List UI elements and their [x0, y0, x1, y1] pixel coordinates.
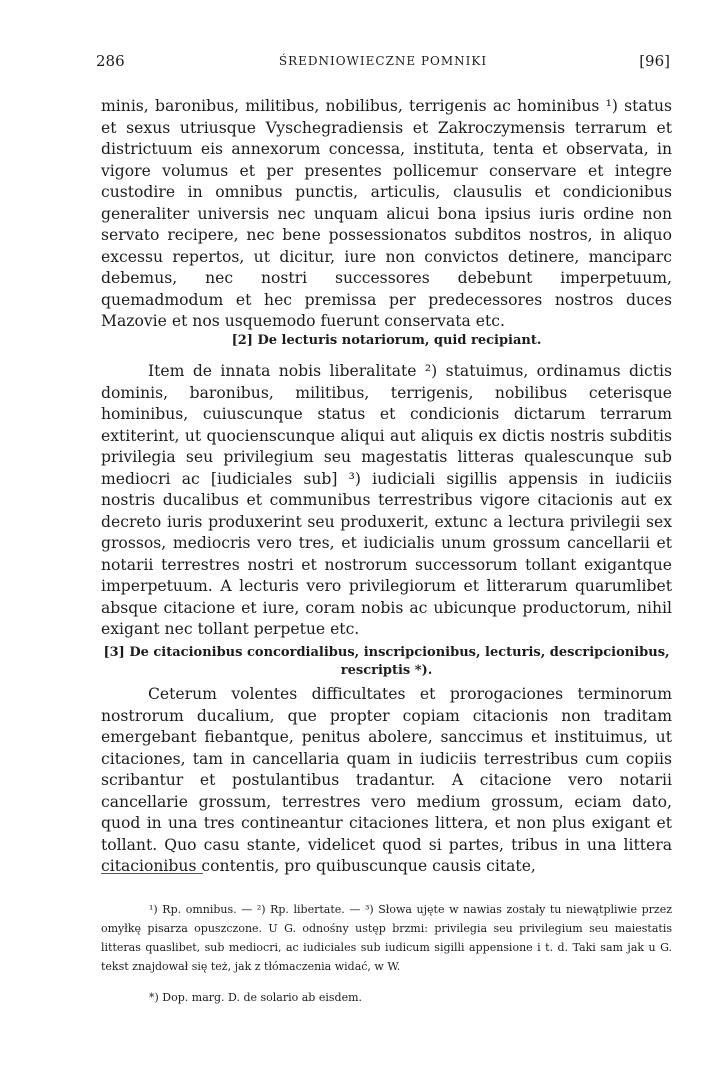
- marginal-note-text: *) Dop. marg. D. de solario ab eisdem.: [149, 991, 363, 1004]
- paragraph-2: Item de innata nobis liberalitate ²) statuimus, ordinamus dictis dominis, baronibus, militibus, terrigenis, nobilibus ceterisque hominibus, cuiuscunque status et condicionis dictarum terrarum extiterint, ut quocienscunque aliqui aut aliquis ex dictis nostris subditis privilegia seu privilegium seu magestatis litteras qualescunque sub mediocri ac [iudiciales sub] ³) iudiciali sigillis appensis in iudiciis nostris ducalibus et communibus terrestribus vigore citacionis aut ex decreto iuris produxerint seu produxerit, extunc a lectura privilegii sex grossos, mediocris vero tres, et iudicialis unum grossum cancellarii et notarii terrestres nostri et nostrorum successorum tollant exigantque imperpetuum. A lecturis vero privilegiorum et litterarum quarumlibet absque citacione et iure, coram nobis ac ubicunque productorum, nihil exigant nec tollant perpetue etc.: [101, 362, 672, 638]
- section-2-heading: [2] De lecturis notariorum, quid recipiant.: [231, 333, 542, 348]
- paragraph-3: Ceterum volentes difficultates et prorogaciones terminorum nostrorum ducalium, que propter copiam citacionis non traditam emergebant fiebantque, penitus abolere, sanccimus et instituimus, ut citaciones, tam in cancellaria quam in iudiciis terrestribus cum copiis scribantur et postulantibus tradantur. A citacione vero notarii cancellarie grossum, terrestres vero medium grossum, eciam dato, quod in una tres contineantur citaciones littera, et non plus exigant et tollant. Quo casu stante, videlicet quod si partes, tribus in una littera citacionibus contentis, pro quibuscunque causis citate,: [101, 685, 672, 875]
- section-3-heading: [101, 644, 672, 680]
- section-1-text: [101, 96, 672, 333]
- running-header: [96, 52, 670, 74]
- footnotes: [101, 900, 672, 976]
- section-3-heading-line-2: rescriptis *).: [340, 663, 433, 678]
- marginal-note: [101, 988, 672, 1007]
- section-2-text: [101, 361, 672, 641]
- page-reference: [96]: [639, 52, 670, 70]
- paragraph-1: minis, baronibus, militibus, nobilibus, terrigenis ac hominibus ¹) status et sexus utriusque Vyschegradiensis et Zakroczymensis terrarum et districtuum eis annexorum concessa, instituta, tenta et observata, in vigore volumus et per presentes pollicemur conservare et integre custodire in omnibus punctis, articulis, clausulis et condicionibus generaliter universis nec unquam alicui bona ipsius iuris ordine non servato recipere, nec bene possessionatos subditos nostros, in aliquo excessu repertos, ut dicitur, iure non convictos detinere, manciparc debemus, nec nostri successores debebunt imperpetuum, quemadmodum et hec premissa per predecessores nostros duces Mazovie et nos usquemodo fuerunt conservata etc.: [101, 97, 672, 330]
- footnote-text: ¹) Rp. omnibus. — ²) Rp. libertate. — ³) Słowa ujęte w nawias zostały tu niewątpliwie przez omyłkę pisarza opuszczone. U G. odnośny ustęp brzmi: privilegia seu privilegium seu maiestatis litteras quaslibet, sub mediocri, ac iudiciales sub iudicum sigilli appensione i t. d. Taki sam jak u G. tekst znajdował się też, jak z tłómaczenia widać, w W.: [101, 903, 672, 973]
- running-title: ŚREDNIOWIECZNE POMNIKI: [278, 54, 488, 68]
- section-3-text: [101, 684, 672, 878]
- section-3-heading-line-1: [3] De citacionibus concordialibus, inscripcionibus, lecturis, descripcionibus,: [103, 645, 670, 660]
- page-number: 286: [96, 52, 125, 70]
- footnote-divider: [101, 873, 203, 874]
